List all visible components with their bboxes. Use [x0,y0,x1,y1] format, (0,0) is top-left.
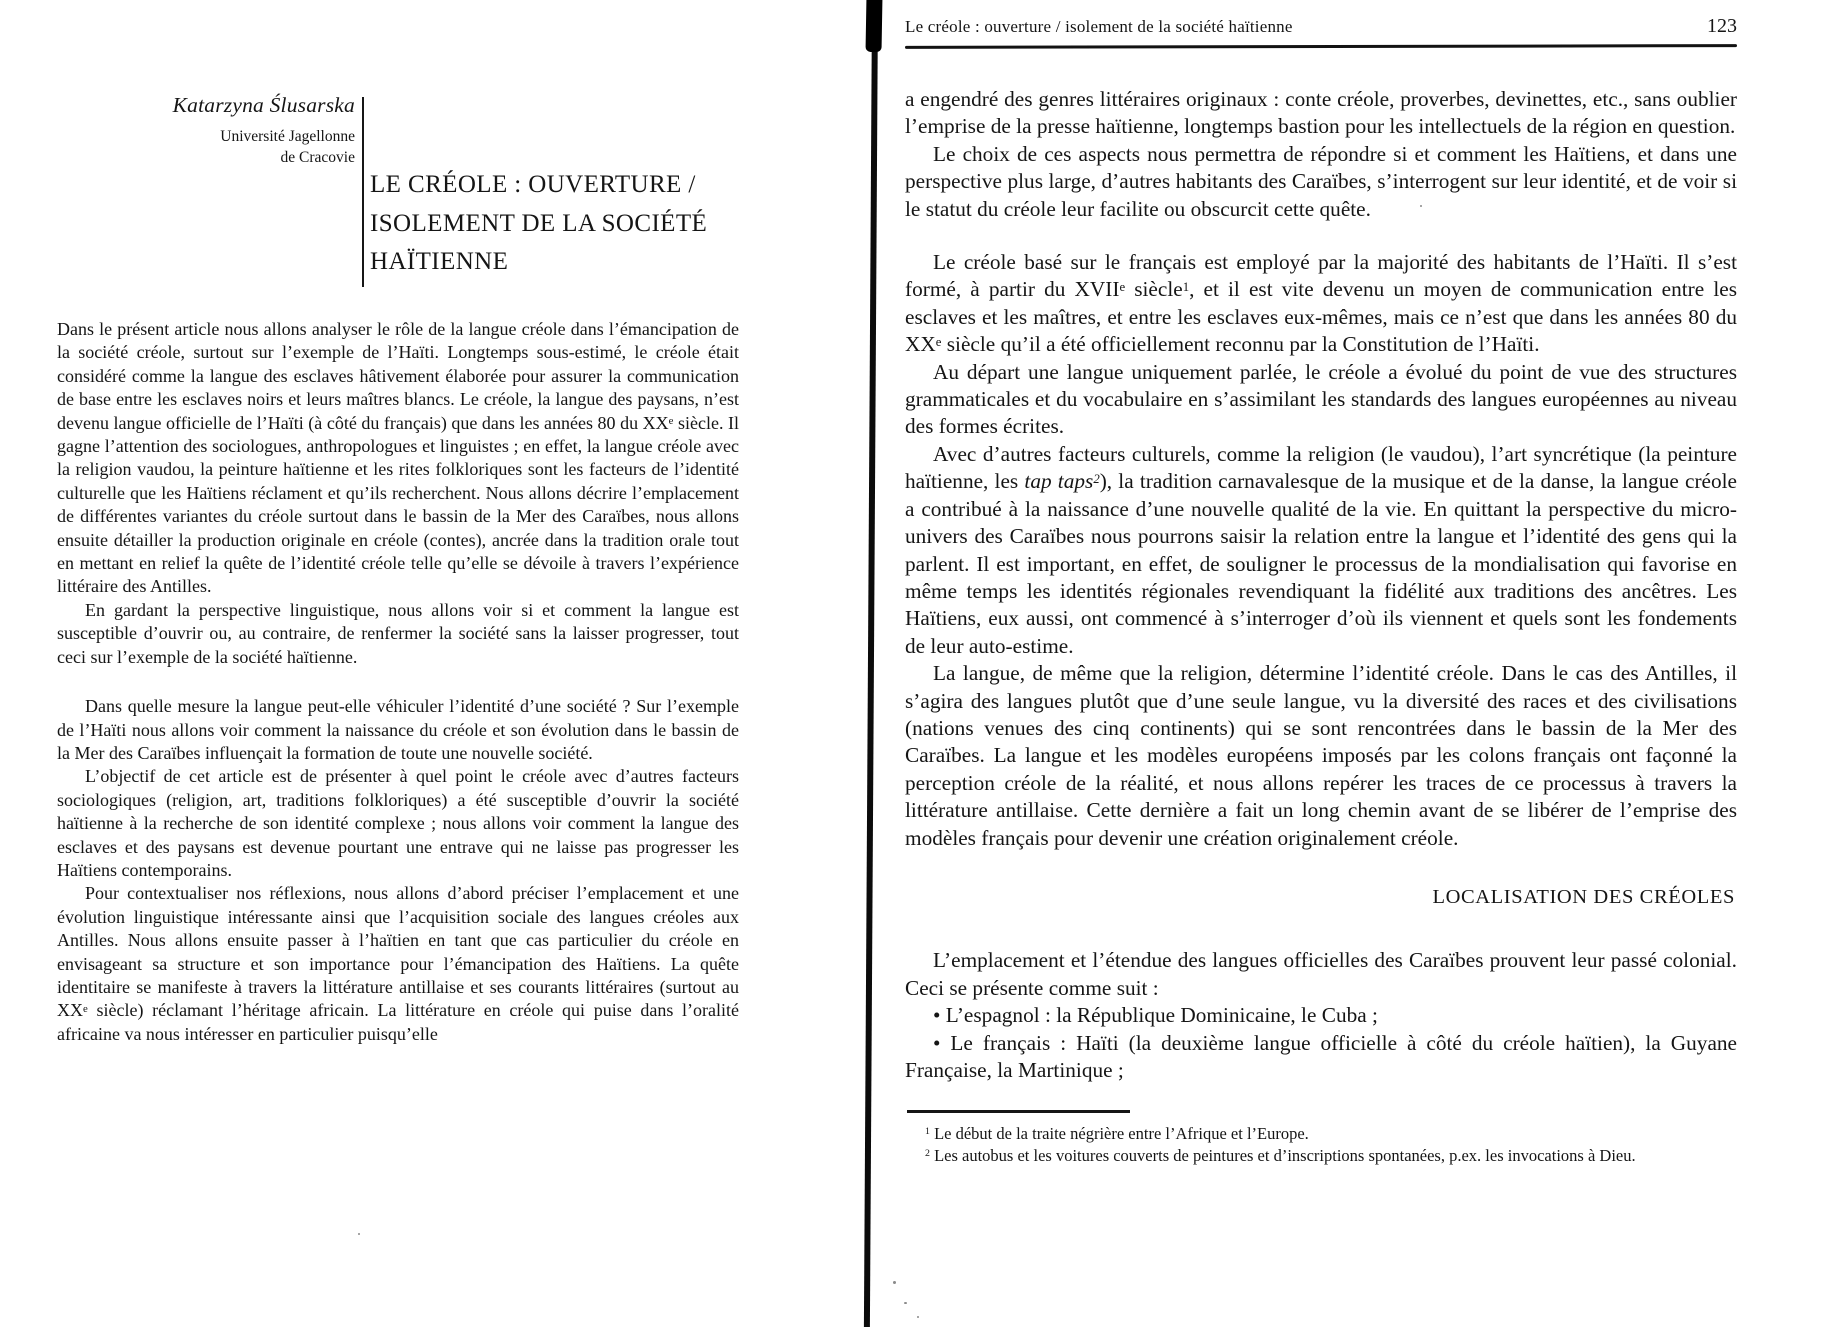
author-block [57,92,355,168]
footnote [905,1123,1737,1145]
bullet-icon: • [933,1030,951,1055]
text-segment: L’espagnol : la République Dominicaine, le Cuba ; [945,1003,1378,1028]
text-segment: 1 [1182,279,1190,294]
text-segment: tap taps [1024,469,1094,494]
bullet-item [905,1030,1737,1085]
right-page [905,0,1737,1167]
scan-speckle [904,1302,907,1304]
text-segment: 1 [925,1126,930,1138]
bullet-icon: • [933,1003,946,1028]
left-page [57,0,741,1327]
text-segment: Avec d’autres facteurs culturels, comme la religion (le vaudou), l’art syncrétique (la peinture haïtienne, les [905,441,1737,494]
section-heading: LOCALISATION DES CRÉOLES [1432,885,1735,908]
text-segment: Pour contextualiser nos réflexions, nous allons d’abord préciser l’emplacement et une évolution linguistique intéressante ainsi que l’acquisition sociale des langues créoles aux Antilles. Nous allons ensuite passer à l’haïtien en tant que cas particulier du créole en envisageant sa structure et son importance pour l’émancipation des Haïtiens. La quête identitaire se manifeste à travers la littérature antillaise et ses courants littéraires (surtout au XX [57,883,739,1021]
running-header-title: Le créole : ouverture / isolement de la société haïtienne [905,17,1293,36]
scan-speckle [893,1281,896,1284]
author-name: Katarzyna Ślusarska [172,93,355,117]
body-paragraph [57,882,739,1046]
text-segment: En gardant la perspective linguistique, nous allons voir si et comment la langue est susceptible d’ouvrir ou, au contraire, de renfermer la société sans la laisser progresser, tout ceci sur l’exemple de la société haïtienne. [57,599,739,667]
body-paragraph [905,141,1737,223]
text-segment: e [935,334,942,349]
running-header-rule [905,44,1737,49]
text-segment: Le début de la traite négrière entre l’Afrique et l’Europe. [929,1123,1309,1143]
article-title-line-1: LE CRÉOLE : OUVERTURE / [370,171,696,198]
footnote-rule [907,1110,1130,1113]
body-paragraph [57,765,739,882]
footnotes-block [905,1123,1737,1167]
text-segment: ), la tradition carnavalesque de la musique et de la danse, la langue créole a contribué à la naissance d’une nouvelle qualité de la vie. En quittant la perspective du micro-univers des Caraïbes nous pourrons saisir la relation entre la langue et l’identité des gens qui la parlent. Il est important, en effet, de souligner le processus de la mondialisation qui favorise en même temps les identités régionales revendiquant la fidélité aux traditions des ancêtres. Les Haïtiens, eux aussi, ont commencé à s’interroger d’où ils viennent et quels sont les fondements de leur auto-estime. [905,469,1738,658]
text-segment: L’objectif de cet article est de présenter à quel point le créole avec d’autres facteurs sociologiques (religion, art, traditions folkloriques) a été susceptible d’ouvrir la société haïtienne à la recherche de son identité complexe ; nous allons voir comment la langue des esclaves et des paysans est devenue pourtant une entrave qui ne laisse pas progresser les Haïtiens contemporains. [57,766,739,880]
text-segment: a engendré des genres littéraires originaux : conte créole, proverbes, devinettes, etc., sans oublier l’emprise de la presse haïtienne, longtemps bastion pour les intellectuels de la région en question. [905,87,1737,139]
text-segment: Le créole basé sur le français est employé par la majorité des habitants de l’Haïti. Il s’est formé, à partir du XVII [905,250,1737,302]
right-page-body [905,86,1737,1167]
title-divider-rule [362,97,364,287]
text-segment: Les autobus et les voitures couverts de peintures et d’inscriptions spontanées, p.ex. les invocations à Dieu. [929,1145,1636,1165]
text-segment: Le choix de ces aspects nous permettra de répondre si et comment les Haïtiens, et dans une perspective plus large, d’autres habitants des Caraïbes, s’interrogent sur leur identité, et de voir si le statut du créole leur facilite ou obscurcit cette quête. [905,141,1737,221]
author-affiliation-line-2: de Cracovie [280,148,355,166]
text-segment: La langue, de même que la religion, détermine l’identité créole. Dans le cas des Antilles, il s’agira des langues plutôt que d’une seule langue, vu la diversité des races et des civilisations (nations venues des cinq continents) qui se sont rencontrées dans le bassin de la Mer des Caraïbes. La langue et les modèles européens imposés par les colons français ont façonné la perception créole de la réalité, et nous allons repérer les traces de ce processus à travers la littérature antillaise. Cette dernière a fait un long chemin avant de se libérer de l’emprise des modèles français pour devenir une création originalement créole. [905,661,1737,850]
scan-speckle [358,1233,360,1235]
body-paragraph [905,660,1737,852]
running-header [905,15,1737,38]
body-paragraph [905,86,1737,141]
text-segment: Au départ une langue uniquement parlée, le créole a évolué du point de vue des structures grammaticales et du vocabulaire en s’assimilant les standards des langues européennes au niveau des formes écrites. [905,359,1737,439]
article-title-line-2: ISOLEMENT DE LA SOCIÉTÉ [370,209,708,237]
article-title [370,166,770,282]
right-body-lower [905,947,1737,1084]
author-affiliation-line-1: Université Jagellonne [220,128,355,145]
text-segment: 2 [925,1148,930,1160]
body-paragraph [57,318,739,599]
text-segment: siècle qu’il a été officiellement reconnu par la Constitution de l’Haïti. [941,332,1540,357]
left-page-body [57,318,739,1046]
right-body-upper [905,86,1737,852]
text-segment: L’emplacement et l’étendue des langues officielles des Caraïbes prouvent leur passé colonial. Ceci se présente comme suit : [905,948,1737,1000]
text-segment: Le français : Haïti (la deuxième langue officielle à côté du créole haïtien), la Guyane Française, la Martinique ; [905,1030,1737,1082]
scan-speckle [917,1316,919,1318]
body-paragraph [57,695,739,765]
body-paragraph [57,599,739,669]
bullet-item [905,1002,1737,1029]
text-segment: siècle. Il gagne l’attention des sociologues, anthropologues et linguistes ; en effet, la langue créole avec la religion vaudou, la peinture haïtienne et les rites folkloriques sont les facteurs de l’identité culturelle que les Haïtiens réclament et qu’ils recherchent. Nous allons décrire l’emplacement de différentes variantes du créole surtout dans le bassin de la Mer des Caraïbes, nous allons ensuite détailler la production originale en créole (contes), ancrée dans la tradition orale tout en mettant en relief la quête de l’identité créole telle qu’elle se dévoile à travers l’expérience littéraire des Antilles. [57,412,739,597]
page-number: 123 [1707,15,1737,37]
body-paragraph [905,359,1737,441]
text-segment: e [668,414,674,427]
text-segment: siècle) réclamant l’héritage africain. La littérature en créole qui puise dans l’oralité africaine va nous intéresser en particulier puisqu’elle [57,1000,739,1044]
text-segment: , et il est vite devenu un moyen de communication entre les esclaves et les maîtres, et entre les esclaves eux-mêmes, mais ce n’est que dans les années 80 du XX [905,277,1737,357]
text-segment: 2 [1093,471,1100,486]
article-title-line-3: HAÏTIENNE [370,248,509,275]
body-paragraph [905,249,1737,359]
text-segment: e [83,1002,88,1015]
text-segment: Dans le présent article nous allons analyser le rôle de la langue créole dans l’émancipation de la société créole, surtout sur l’exemple de l’Haïti. Longtemps sous-estimé, le créole était considéré comme la langue des esclaves hâtivement élaborée pour assurer la communication de base entre les esclaves noirs et leurs maîtres blancs. Le créole, la langue des paysans, n’est devenu langue officielle de l’Haïti (à côté du français) que dans les années 80 du XX [57,319,739,433]
body-paragraph [905,441,1737,660]
body-paragraph [905,947,1737,1002]
book-spine-line [864,0,878,1327]
text-segment: Dans quelle mesure la langue peut-elle véhiculer l’identité d’une société ? Sur l’exemple de l’Haïti nous allons voir comment la naissance du créole et son évolution dans le bassin de la Mer des Caraïbes influençait la formation de toute une nouvelle société. [57,696,739,763]
footnote [905,1145,1737,1167]
text-segment: siècle [1125,277,1183,302]
spine-ink-blot [866,0,883,52]
text-segment: e [1119,279,1126,294]
